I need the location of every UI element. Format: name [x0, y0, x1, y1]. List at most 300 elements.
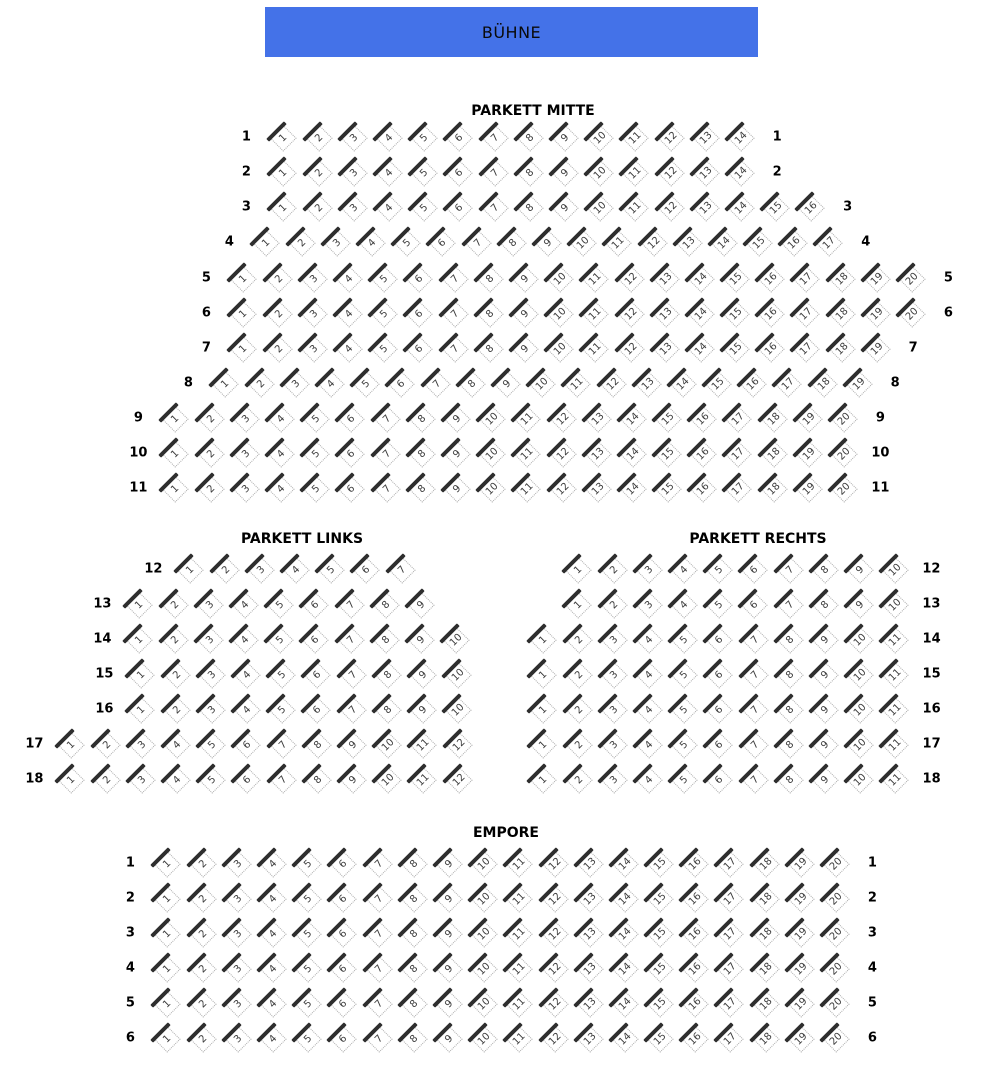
seat[interactable]	[772, 762, 807, 797]
seat[interactable]	[255, 1021, 290, 1056]
seat[interactable]	[255, 986, 290, 1021]
seat[interactable]	[756, 436, 791, 471]
seat[interactable]	[666, 762, 701, 797]
seat[interactable]	[712, 986, 747, 1021]
seat[interactable]	[396, 916, 431, 951]
seat[interactable]	[793, 190, 828, 225]
seat[interactable]	[440, 692, 475, 727]
seat[interactable]	[290, 916, 325, 951]
seat[interactable]	[366, 331, 401, 366]
seat[interactable]	[685, 436, 720, 471]
seat[interactable]	[124, 762, 159, 797]
seat[interactable]	[121, 622, 156, 657]
seat[interactable]	[263, 401, 298, 436]
seat[interactable]	[193, 436, 228, 471]
seat[interactable]	[542, 261, 577, 296]
seat[interactable]	[631, 622, 666, 657]
seat[interactable]	[290, 951, 325, 986]
seat[interactable]	[612, 296, 647, 331]
seat[interactable]	[783, 881, 818, 916]
seat[interactable]	[712, 881, 747, 916]
seat[interactable]	[159, 692, 194, 727]
seat[interactable]	[466, 986, 501, 1021]
seat[interactable]	[299, 657, 334, 692]
seat[interactable]	[561, 727, 596, 762]
seat[interactable]	[818, 986, 853, 1021]
seat[interactable]	[753, 331, 788, 366]
seat[interactable]	[441, 190, 476, 225]
seat[interactable]	[157, 401, 192, 436]
seat[interactable]	[631, 762, 666, 797]
seat[interactable]	[278, 552, 313, 587]
seat[interactable]	[501, 951, 536, 986]
seat[interactable]	[157, 436, 192, 471]
seat[interactable]	[290, 1021, 325, 1056]
seat[interactable]	[396, 1021, 431, 1056]
seat[interactable]	[596, 727, 631, 762]
seat[interactable]	[370, 762, 405, 797]
seat[interactable]	[536, 986, 571, 1021]
seat[interactable]	[404, 436, 439, 471]
seat[interactable]	[501, 846, 536, 881]
seat[interactable]	[807, 727, 842, 762]
seat[interactable]	[791, 471, 826, 506]
seat[interactable]	[509, 436, 544, 471]
seat[interactable]	[194, 657, 229, 692]
seat[interactable]	[642, 1021, 677, 1056]
seat[interactable]	[607, 986, 642, 1021]
seat[interactable]	[405, 762, 440, 797]
seat[interactable]	[525, 727, 560, 762]
seat[interactable]	[501, 916, 536, 951]
seat[interactable]	[149, 881, 184, 916]
seat[interactable]	[807, 587, 842, 622]
seat[interactable]	[296, 296, 331, 331]
seat[interactable]	[791, 436, 826, 471]
seat[interactable]	[842, 657, 877, 692]
seat[interactable]	[807, 622, 842, 657]
seat[interactable]	[248, 225, 283, 260]
seat[interactable]	[536, 1021, 571, 1056]
seat[interactable]	[348, 552, 383, 587]
seat[interactable]	[89, 727, 124, 762]
seat[interactable]	[262, 622, 297, 657]
seat[interactable]	[701, 587, 736, 622]
seat[interactable]	[501, 1021, 536, 1056]
seat[interactable]	[194, 727, 229, 762]
seat[interactable]	[225, 261, 260, 296]
seat[interactable]	[403, 622, 438, 657]
seat[interactable]	[737, 762, 772, 797]
seat[interactable]	[368, 622, 403, 657]
seat[interactable]	[369, 436, 404, 471]
seat[interactable]	[389, 225, 424, 260]
seat[interactable]	[536, 846, 571, 881]
seat[interactable]	[255, 846, 290, 881]
seat[interactable]	[824, 296, 859, 331]
seat[interactable]	[720, 401, 755, 436]
seat[interactable]	[262, 587, 297, 622]
seat[interactable]	[683, 296, 718, 331]
seat[interactable]	[723, 190, 758, 225]
seat[interactable]	[383, 366, 418, 401]
seat[interactable]	[683, 331, 718, 366]
seat[interactable]	[582, 155, 617, 190]
seat[interactable]	[631, 552, 666, 587]
seat[interactable]	[688, 190, 723, 225]
seat[interactable]	[756, 401, 791, 436]
seat[interactable]	[818, 1021, 853, 1056]
seat[interactable]	[361, 846, 396, 881]
seat[interactable]	[826, 436, 861, 471]
seat[interactable]	[261, 261, 296, 296]
seat[interactable]	[227, 587, 262, 622]
seat[interactable]	[220, 986, 255, 1021]
seat[interactable]	[877, 692, 912, 727]
seat[interactable]	[325, 881, 360, 916]
seat[interactable]	[431, 951, 466, 986]
seat[interactable]	[737, 622, 772, 657]
seat[interactable]	[536, 916, 571, 951]
seat[interactable]	[440, 762, 475, 797]
seat[interactable]	[544, 436, 579, 471]
seat[interactable]	[642, 986, 677, 1021]
seat[interactable]	[701, 552, 736, 587]
seat[interactable]	[791, 401, 826, 436]
seat[interactable]	[284, 225, 319, 260]
seat[interactable]	[824, 331, 859, 366]
seat[interactable]	[369, 401, 404, 436]
seat[interactable]	[229, 692, 264, 727]
seat[interactable]	[841, 366, 876, 401]
seat[interactable]	[227, 622, 262, 657]
seat[interactable]	[700, 366, 735, 401]
seat[interactable]	[301, 120, 336, 155]
seat[interactable]	[265, 155, 300, 190]
seat[interactable]	[685, 471, 720, 506]
seat[interactable]	[460, 225, 495, 260]
seat[interactable]	[157, 471, 192, 506]
seat[interactable]	[298, 401, 333, 436]
seat[interactable]	[509, 401, 544, 436]
seat[interactable]	[290, 881, 325, 916]
seat[interactable]	[193, 401, 228, 436]
seat[interactable]	[635, 225, 670, 260]
seat[interactable]	[525, 762, 560, 797]
seat[interactable]	[299, 692, 334, 727]
seat[interactable]	[263, 471, 298, 506]
seat[interactable]	[677, 1021, 712, 1056]
seat[interactable]	[807, 552, 842, 587]
seat[interactable]	[783, 986, 818, 1021]
seat[interactable]	[783, 846, 818, 881]
seat[interactable]	[261, 296, 296, 331]
seat[interactable]	[748, 986, 783, 1021]
seat[interactable]	[665, 366, 700, 401]
seat[interactable]	[842, 587, 877, 622]
seat[interactable]	[877, 622, 912, 657]
seat[interactable]	[193, 471, 228, 506]
seat[interactable]	[756, 471, 791, 506]
seat[interactable]	[818, 846, 853, 881]
seat[interactable]	[401, 261, 436, 296]
seat[interactable]	[124, 727, 159, 762]
seat[interactable]	[842, 762, 877, 797]
seat[interactable]	[712, 916, 747, 951]
seat[interactable]	[361, 881, 396, 916]
seat[interactable]	[559, 366, 594, 401]
seat[interactable]	[631, 587, 666, 622]
seat[interactable]	[818, 881, 853, 916]
seat[interactable]	[331, 261, 366, 296]
seat[interactable]	[877, 727, 912, 762]
seat[interactable]	[580, 401, 615, 436]
seat[interactable]	[701, 622, 736, 657]
seat[interactable]	[648, 296, 683, 331]
seat[interactable]	[255, 881, 290, 916]
seat[interactable]	[666, 587, 701, 622]
seat[interactable]	[371, 155, 406, 190]
seat[interactable]	[406, 190, 441, 225]
seat[interactable]	[325, 951, 360, 986]
seat[interactable]	[807, 762, 842, 797]
seat[interactable]	[489, 366, 524, 401]
seat[interactable]	[405, 657, 440, 692]
seat[interactable]	[371, 120, 406, 155]
seat[interactable]	[683, 261, 718, 296]
seat[interactable]	[208, 552, 243, 587]
seat[interactable]	[225, 331, 260, 366]
seat[interactable]	[807, 657, 842, 692]
seat[interactable]	[296, 261, 331, 296]
seat[interactable]	[877, 587, 912, 622]
seat[interactable]	[264, 657, 299, 692]
seat[interactable]	[701, 692, 736, 727]
seat[interactable]	[677, 846, 712, 881]
seat[interactable]	[472, 296, 507, 331]
seat[interactable]	[369, 471, 404, 506]
seat[interactable]	[228, 436, 263, 471]
seat[interactable]	[572, 1021, 607, 1056]
seat[interactable]	[361, 1021, 396, 1056]
seat[interactable]	[301, 190, 336, 225]
seat[interactable]	[859, 261, 894, 296]
seat[interactable]	[652, 120, 687, 155]
seat[interactable]	[361, 986, 396, 1021]
seat[interactable]	[507, 261, 542, 296]
seat[interactable]	[544, 471, 579, 506]
seat[interactable]	[298, 436, 333, 471]
seat[interactable]	[772, 552, 807, 587]
seat[interactable]	[361, 951, 396, 986]
seat[interactable]	[149, 986, 184, 1021]
seat[interactable]	[185, 881, 220, 916]
seat[interactable]	[419, 366, 454, 401]
seat[interactable]	[225, 296, 260, 331]
seat[interactable]	[495, 225, 530, 260]
seat[interactable]	[560, 552, 595, 587]
seat[interactable]	[265, 727, 300, 762]
seat[interactable]	[472, 331, 507, 366]
seat[interactable]	[370, 657, 405, 692]
seat[interactable]	[123, 692, 158, 727]
seat[interactable]	[438, 622, 473, 657]
seat[interactable]	[894, 296, 929, 331]
seat[interactable]	[507, 296, 542, 331]
seat[interactable]	[474, 436, 509, 471]
seat[interactable]	[617, 155, 652, 190]
seat[interactable]	[229, 727, 264, 762]
seat[interactable]	[666, 657, 701, 692]
seat[interactable]	[466, 881, 501, 916]
seat[interactable]	[612, 261, 647, 296]
seat[interactable]	[149, 1021, 184, 1056]
seat[interactable]	[706, 225, 741, 260]
seat[interactable]	[466, 951, 501, 986]
seat[interactable]	[474, 401, 509, 436]
seat[interactable]	[255, 916, 290, 951]
seat[interactable]	[404, 401, 439, 436]
seat[interactable]	[501, 881, 536, 916]
seat[interactable]	[607, 1021, 642, 1056]
seat[interactable]	[437, 296, 472, 331]
seat[interactable]	[877, 657, 912, 692]
seat[interactable]	[325, 916, 360, 951]
seat[interactable]	[194, 692, 229, 727]
seat[interactable]	[405, 727, 440, 762]
seat[interactable]	[439, 401, 474, 436]
seat[interactable]	[677, 916, 712, 951]
seat[interactable]	[172, 552, 207, 587]
seat[interactable]	[772, 587, 807, 622]
seat[interactable]	[439, 471, 474, 506]
seat[interactable]	[842, 552, 877, 587]
seat[interactable]	[596, 552, 631, 587]
seat[interactable]	[265, 190, 300, 225]
seat[interactable]	[123, 657, 158, 692]
seat[interactable]	[406, 120, 441, 155]
seat[interactable]	[401, 331, 436, 366]
seat[interactable]	[530, 225, 565, 260]
seat[interactable]	[772, 692, 807, 727]
seat[interactable]	[149, 951, 184, 986]
seat[interactable]	[335, 657, 370, 692]
seat[interactable]	[220, 846, 255, 881]
seat[interactable]	[650, 401, 685, 436]
seat[interactable]	[278, 366, 313, 401]
seat[interactable]	[735, 366, 770, 401]
seat[interactable]	[701, 762, 736, 797]
seat[interactable]	[650, 471, 685, 506]
seat[interactable]	[524, 366, 559, 401]
seat[interactable]	[431, 846, 466, 881]
seat[interactable]	[612, 331, 647, 366]
seat[interactable]	[185, 916, 220, 951]
seat[interactable]	[396, 881, 431, 916]
seat[interactable]	[335, 727, 370, 762]
seat[interactable]	[631, 727, 666, 762]
seat[interactable]	[121, 587, 156, 622]
seat[interactable]	[220, 916, 255, 951]
seat[interactable]	[401, 296, 436, 331]
seat[interactable]	[474, 471, 509, 506]
seat[interactable]	[243, 552, 278, 587]
seat[interactable]	[594, 366, 629, 401]
seat[interactable]	[220, 881, 255, 916]
seat[interactable]	[228, 471, 263, 506]
seat[interactable]	[512, 155, 547, 190]
seat[interactable]	[565, 225, 600, 260]
seat[interactable]	[185, 986, 220, 1021]
seat[interactable]	[772, 657, 807, 692]
seat[interactable]	[368, 587, 403, 622]
seat[interactable]	[431, 986, 466, 1021]
seat[interactable]	[220, 1021, 255, 1056]
seat[interactable]	[688, 120, 723, 155]
seat[interactable]	[53, 727, 88, 762]
seat[interactable]	[712, 846, 747, 881]
seat[interactable]	[336, 190, 371, 225]
seat[interactable]	[264, 692, 299, 727]
seat[interactable]	[718, 331, 753, 366]
seat[interactable]	[824, 261, 859, 296]
seat[interactable]	[325, 1021, 360, 1056]
seat[interactable]	[617, 120, 652, 155]
seat[interactable]	[472, 261, 507, 296]
seat[interactable]	[723, 155, 758, 190]
seat[interactable]	[361, 916, 396, 951]
seat[interactable]	[313, 552, 348, 587]
seat[interactable]	[582, 190, 617, 225]
seat[interactable]	[159, 727, 194, 762]
seat[interactable]	[818, 951, 853, 986]
seat[interactable]	[720, 436, 755, 471]
seat[interactable]	[561, 692, 596, 727]
seat[interactable]	[440, 657, 475, 692]
seat[interactable]	[615, 436, 650, 471]
seat[interactable]	[525, 692, 560, 727]
seat[interactable]	[439, 436, 474, 471]
seat[interactable]	[826, 471, 861, 506]
seat[interactable]	[818, 916, 853, 951]
seat[interactable]	[437, 261, 472, 296]
seat[interactable]	[783, 1021, 818, 1056]
seat[interactable]	[441, 120, 476, 155]
seat[interactable]	[297, 587, 332, 622]
seat[interactable]	[396, 951, 431, 986]
seat[interactable]	[424, 225, 459, 260]
seat[interactable]	[229, 762, 264, 797]
seat[interactable]	[561, 762, 596, 797]
seat[interactable]	[642, 846, 677, 881]
seat[interactable]	[718, 296, 753, 331]
seat[interactable]	[788, 261, 823, 296]
seat[interactable]	[753, 261, 788, 296]
seat[interactable]	[736, 587, 771, 622]
seat[interactable]	[335, 762, 370, 797]
seat[interactable]	[580, 471, 615, 506]
seat[interactable]	[477, 190, 512, 225]
seat[interactable]	[607, 881, 642, 916]
seat[interactable]	[509, 471, 544, 506]
seat[interactable]	[185, 1021, 220, 1056]
seat[interactable]	[300, 727, 335, 762]
seat[interactable]	[454, 366, 489, 401]
seat[interactable]	[466, 916, 501, 951]
seat[interactable]	[701, 657, 736, 692]
seat[interactable]	[477, 155, 512, 190]
seat[interactable]	[157, 622, 192, 657]
